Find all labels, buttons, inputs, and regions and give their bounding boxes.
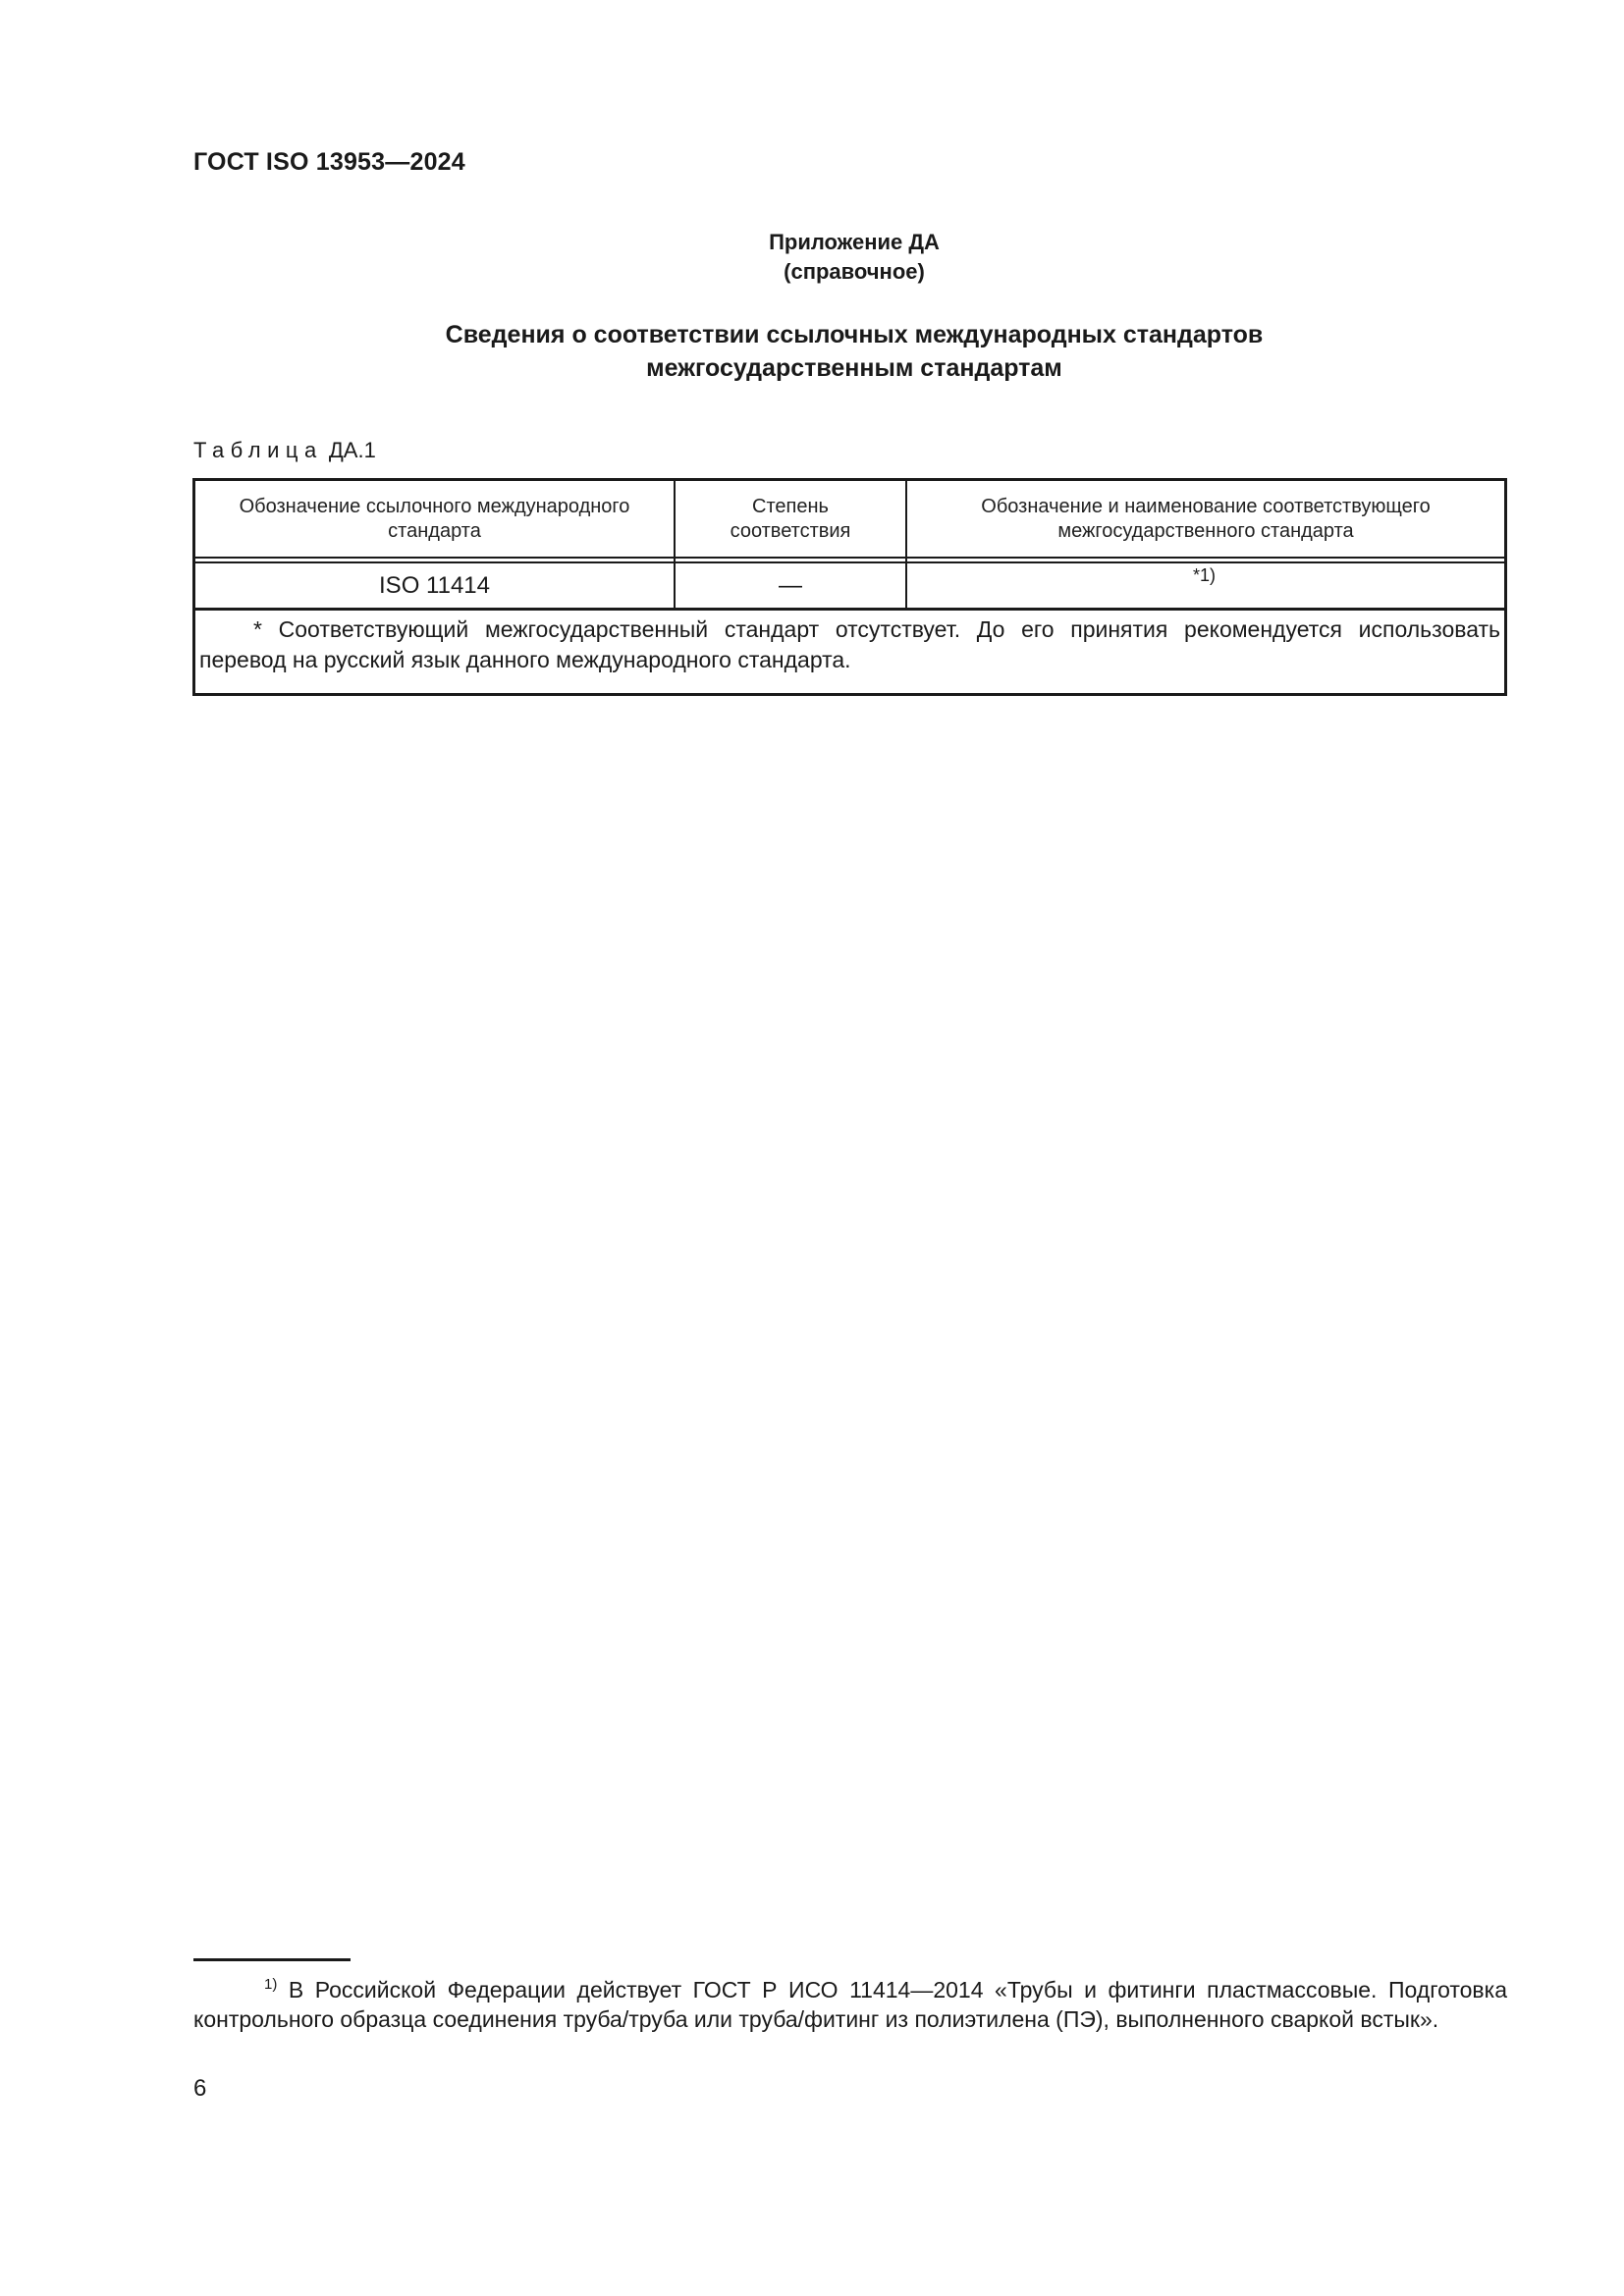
page-number: 6 — [193, 2075, 207, 2102]
table-caption — [193, 438, 376, 463]
row-divider — [195, 608, 1504, 611]
cell-interstate-standard: *1) — [1193, 565, 1217, 585]
footnote-marker: 1) — [264, 1976, 278, 1993]
cell-reference-standard: ISO 11414 — [379, 571, 490, 599]
header-double-line-top — [195, 557, 1504, 559]
cell-degree: — — [779, 571, 802, 599]
section-title-line-2: межгосударственным стандартам — [646, 354, 1062, 382]
footnote-separator — [193, 1958, 351, 1961]
section-title-line-1: Сведения о соответствии ссылочных международных стандартов — [445, 321, 1264, 348]
footnote-text: В Российской Федерации действует ГОСТ Р ИСО 11414—2014 «Трубы и фитинги пластмассовые. Подготовка контрольного образца соединения труба/труба или труба/фитинг из полиэтилена (ПЭ), выполненного сваркой встык». — [193, 1977, 1508, 2032]
column-header-degree: Степень соответствия — [730, 495, 851, 542]
footnote — [193, 1975, 1507, 2034]
document-code-header: ГОСТ ISO 13953—2024 — [193, 148, 465, 176]
table-note: * Соответствующий межгосударственный стандарт отсутствует. До его принятия рекомендуется использовать перевод на русский язык данного международного стандарта. — [199, 616, 1500, 672]
correspondence-table — [192, 478, 1507, 696]
appendix-subtitle: (справочное) — [784, 259, 925, 284]
table-caption-number: ДА.1 — [328, 438, 376, 462]
column-header-interstate-standard: Обозначение и наименование соответствующего межгосударственного стандарта — [981, 495, 1431, 542]
table-caption-word: Таблица — [193, 438, 323, 462]
column-header-reference-standard: Обозначение ссылочного международного стандарта — [239, 495, 630, 542]
appendix-title: Приложение ДА — [769, 230, 940, 254]
appendix-heading — [0, 228, 1624, 287]
section-heading — [0, 318, 1624, 385]
